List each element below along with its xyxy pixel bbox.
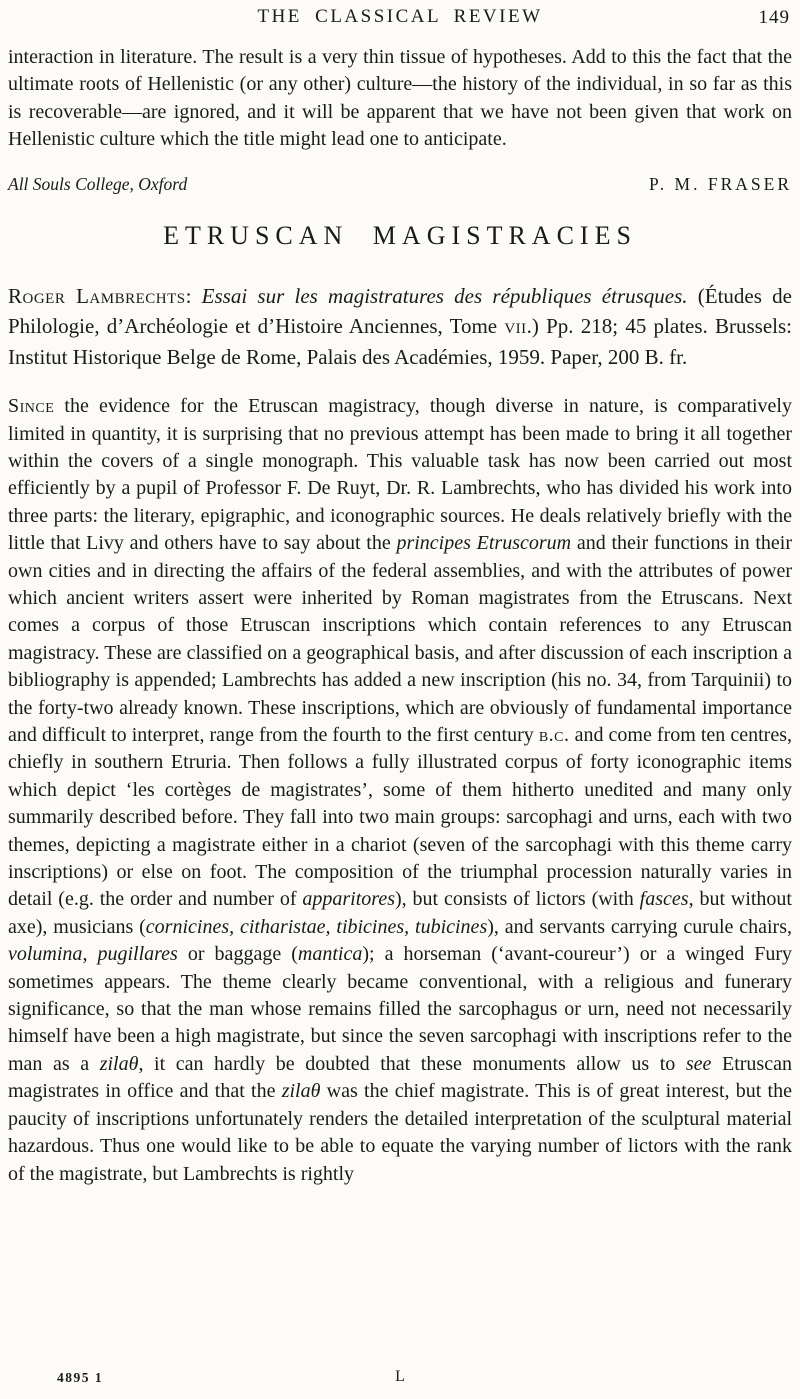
printers-signature-mark: 4895 1 — [57, 1370, 104, 1385]
page-footer — [0, 1368, 800, 1390]
gathering-letter: L — [395, 1368, 405, 1385]
journal-title: THE CLASSICAL REVIEW — [257, 6, 543, 27]
review-continuation-paragraph: interaction in literature. The result is a very thin tissue of hypotheses. Add to this the fact that the ultimate roots of Hellenistic (or any other) culture—the history of the individual, in so far as this is recoverable—are ignored, and it will be apparent that we have not been given that work on Hellenistic culture which the title might lead one to anticipate. — [8, 46, 792, 151]
bibliographic-heading: Roger Lambrechts: Essai sur les magistratures des républiques étrusques. (Études de Philologie, d’Archéologie et d’Histoire Anciennes, Tome vii.) Pp. 218; 45 plates. Brussels: Institut Historique Belge de Rome, Palais des Académies, 1959. Paper, 200 B. fr. — [8, 283, 792, 369]
signature-row — [8, 174, 792, 195]
article-title: ETRUSCAN MAGISTRACIES — [163, 220, 637, 250]
review-body-paragraph: Since the evidence for the Etruscan magistracy, though diverse in nature, is comparatively limited in quantity, it is surprising that no previous attempt has been made to bring it all together within the covers of a single monograph. This valuable task has now been carried out most efficiently by a pupil of Professor F. De Ruyt, Dr. R. Lambrechts, who has divided his work into three parts: the literary, epigraphic, and iconographic sources. He deals relatively briefly with the little that Livy and others have to say about the principes Etruscorum and their functions in their own cities and in directing the affairs of the federal assemblies, and with the attributes of power which ancient writers assert were inherited by Roman magistrates from the Etruscans. Next comes a corpus of those Etruscan inscriptions which contain references to any Etruscan magistracy. These are classified on a geographical basis, and after discussion of each inscription a bibliography is appended; Lambrechts has added a new inscription (his no. 34, from Tarquinii) to the forty-two already known. These inscriptions, which are obviously of fundamental importance and difficult to interpret, range from the fourth to the first century b.c. and come from ten centres, chiefly in southern Etruria. Then follows a fully illustrated corpus of forty iconographic items which depict ‘les cortèges de magistrates’, some of them hitherto unedited and many only summarily described before. They fall into two main groups: sarcophagi and urns, each with two themes, depicting a magistrate either in a chariot (seven of the sarcophagi with this theme carry inscriptions) or else on foot. The composition of the triumphal procession naturally varies in detail (e.g. the order and number of apparitores), but consists of lictors (with fasces, but without axe), musicians (cornicines, citharistae, tibicines, tubicines), and servants carrying curule chairs, volumina, pugillares or baggage (mantica); a horseman (‘avant-coureur’) or a winged Fury sometimes appears. The theme clearly became conventional, with a religious and funerary significance, so that the man whose remains filled the sarcophagus or urn, need not necessarily himself have been a high magistrate, but since the seven sarcophagi with inscriptions refer to the man as a zilaθ, it can hardly be doubted that these monuments allow us to see Etruscan magistrates in office and that the zilaθ was the chief magistrate. This is of great interest, but the paucity of inscriptions unfortunately renders the detailed interpretation of the sculptural material hazardous. Thus one would like to be able to equate the varying number of lictors with the rank of the magistrate, but Lambrechts is rightly — [8, 395, 792, 1185]
running-head — [8, 6, 792, 32]
signature-affiliation: All Souls College, Oxford — [8, 173, 188, 194]
page-number: 149 — [758, 7, 790, 28]
signature-author: P. M. FRASER — [649, 173, 792, 194]
